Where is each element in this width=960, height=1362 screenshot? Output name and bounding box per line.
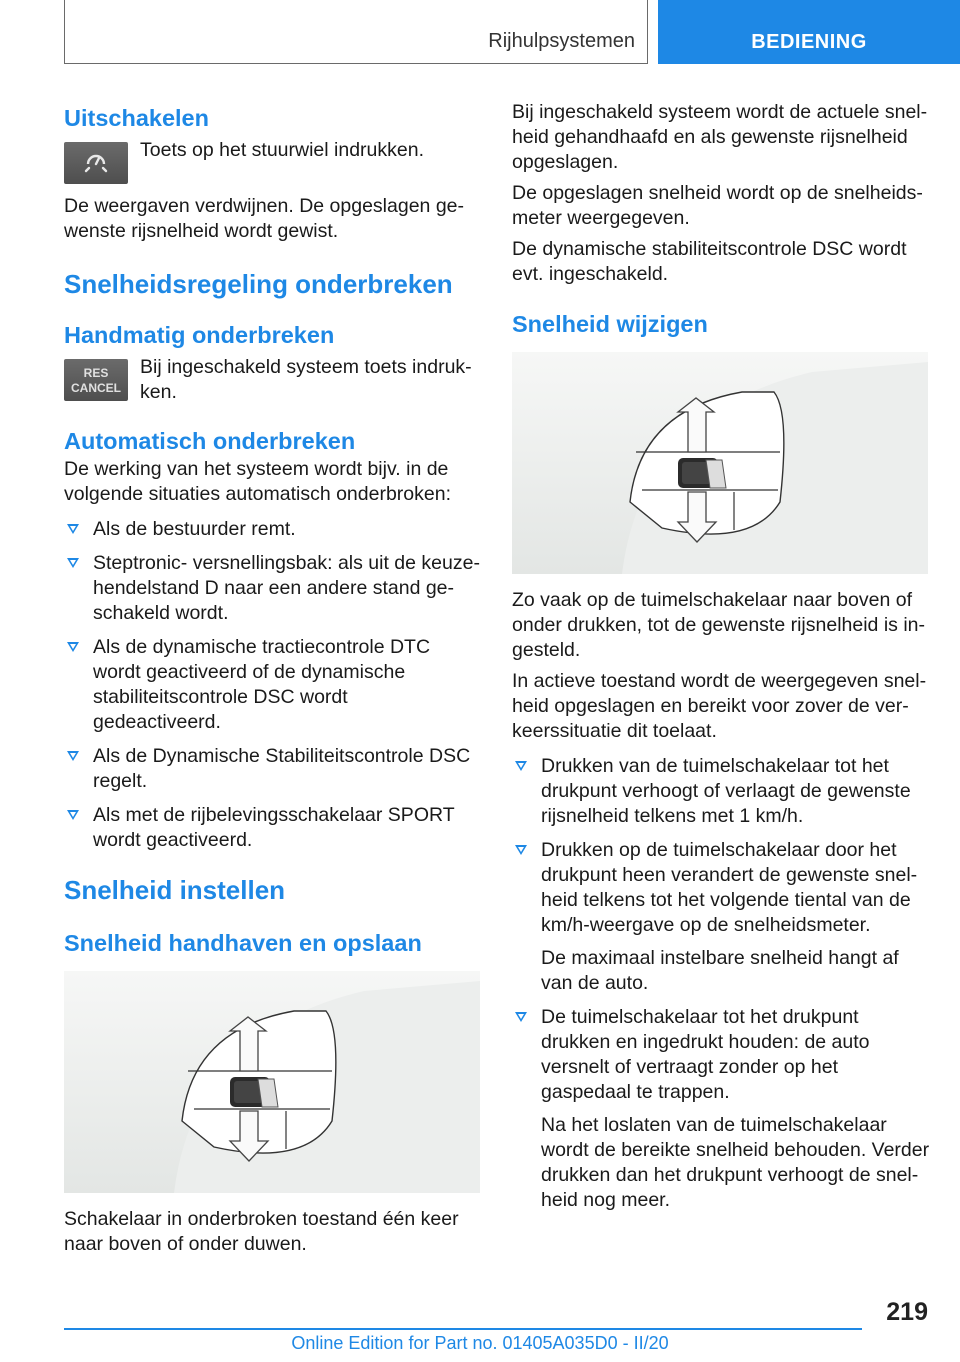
heading-automatisch: Automatisch onderbreken: [64, 428, 356, 454]
footer-edition: Online Edition for Part no. 01405A035D0 - II/20: [291, 1333, 669, 1353]
heading-uitschakelen: Uitschakelen: [64, 105, 209, 131]
list-item: Drukken van de tuimelschakelaar tot het drukpunt verhoogt of verlaagt de gewenste rijsnelheid telkens met 1 km/h.: [512, 754, 930, 829]
wijzigen-list: [512, 754, 930, 1213]
list-item-note: De maximaal instelbare snelheid hangt af van de auto.: [541, 947, 899, 994]
chapter-title: Rijhulpsystemen: [488, 30, 635, 52]
right-paragraph: De dynamische stabiliteitscontrole DSC wordt evt. ingeschakeld.: [512, 238, 907, 285]
section-tab-label: BEDIENING: [751, 31, 867, 53]
list-item-note: Na het loslaten van de tuimelschakelaar wordt de bereikte snelheid behouden. Verder drukken dan het drukpunt verhoogt de snelheid nog meer.: [541, 1114, 930, 1211]
right-paragraph: De opgeslagen snelheid wordt op de snelheidsmeter weergegeven.: [512, 182, 923, 229]
cancel-label: CANCEL: [71, 381, 121, 395]
automatisch-list: [64, 517, 480, 853]
left-column: [64, 100, 480, 1263]
cruise-control-button-icon: [64, 142, 128, 184]
list-item: Als de dynamische tractiecontrole DTC wordt geactiveerd of de dynamische stabiliteitscontrole DSC wordt gedeactiveerd.: [64, 635, 480, 735]
right-paragraph: Zo vaak op de tuimelschakelaar naar boven of onder drukken, tot de gewenste rijsnelheid is ingesteld.: [512, 589, 925, 661]
bullet-triangle-icon: [67, 524, 79, 534]
list-item: De tuimelschakelaar tot het drukpunt drukken en ingedrukt houden: de auto versnelt of vertraagt zonder op het gaspedaal te trappen. Na het loslaten van de tuimelschakelaar wordt de bereikte snelheid behouden. Verder drukken dan het drukpunt verhoogt de snelheid nog meer.: [512, 1005, 930, 1213]
bullet-triangle-icon: [67, 810, 79, 820]
handmatig-button-row: [64, 355, 480, 407]
uitschakelen-paragraph: De weergaven verdwijnen. De opgeslagen gewenste rijsnelheid wordt gewist.: [64, 195, 465, 242]
bullet-triangle-icon: [515, 761, 527, 771]
uitschakelen-button-row: [64, 138, 480, 190]
right-paragraph: In actieve toestand wordt de weergegeven snelheid opgeslagen en bereikt voor zover de verkeerssituatie dit toelaat.: [512, 670, 927, 742]
bullet-triangle-icon: [67, 642, 79, 652]
bullet-triangle-icon: [67, 751, 79, 761]
bullet-triangle-icon: [515, 845, 527, 855]
automatisch-intro: De werking van het systeem wordt bijv. in de volgende situaties automatisch onderbroken:: [64, 458, 451, 505]
res-cancel-button-icon: [64, 359, 128, 401]
steering-wheel-switch-illustration: [512, 352, 928, 574]
list-item: Als de bestuurder remt.: [64, 517, 480, 542]
handmatig-button-text: Bij ingeschakeld systeem toets indrukken.: [140, 356, 472, 403]
heading-wijzigen: Snelheid wijzigen: [512, 311, 708, 337]
figure-caption: Schakelaar in onderbroken toestand één keer naar boven of onder duwen.: [64, 1208, 459, 1255]
heading-instellen: Snelheid instellen: [64, 875, 286, 905]
bullet-triangle-icon: [67, 558, 79, 568]
section-tab: [658, 0, 960, 64]
header-chapter-box: [64, 0, 648, 64]
uitschakelen-button-text: Toets op het stuurwiel indrukken.: [140, 139, 424, 161]
res-label: RES: [83, 366, 109, 380]
bullet-triangle-icon: [515, 1012, 527, 1022]
heading-onderbreken: Snelheidsregeling onderbreken: [64, 269, 453, 299]
page-number: 219: [886, 1298, 928, 1326]
right-paragraph: Bij ingeschakeld systeem wordt de actuele snelheid gehandhaafd en als gewenste rijsnelheid opgeslagen.: [512, 101, 928, 173]
right-column: [512, 100, 930, 1222]
list-item: Als met de rijbelevingsschakelaar SPORT wordt geactiveerd.: [64, 803, 480, 853]
steering-wheel-switch-illustration: [64, 971, 480, 1193]
heading-handhaven: Snelheid handhaven en opslaan: [64, 930, 422, 956]
list-item: Drukken op de tuimelschakelaar door het drukpunt heen verandert de gewenste snelheid telkens tot het volgende tiental van de km/h-weergave op de snelheidsmeter. De maximaal instelbare snelheid hangt af van de auto.: [512, 838, 930, 996]
list-item: Steptronic- versnellingsbak: als uit de keuzehendelstand D naar een andere stand geschakeld wordt.: [64, 551, 480, 626]
heading-handmatig: Handmatig onderbreken: [64, 322, 335, 348]
footer-divider: [64, 1328, 862, 1330]
list-item: Als de Dynamische Stabiliteitscontrole DSC regelt.: [64, 744, 480, 794]
